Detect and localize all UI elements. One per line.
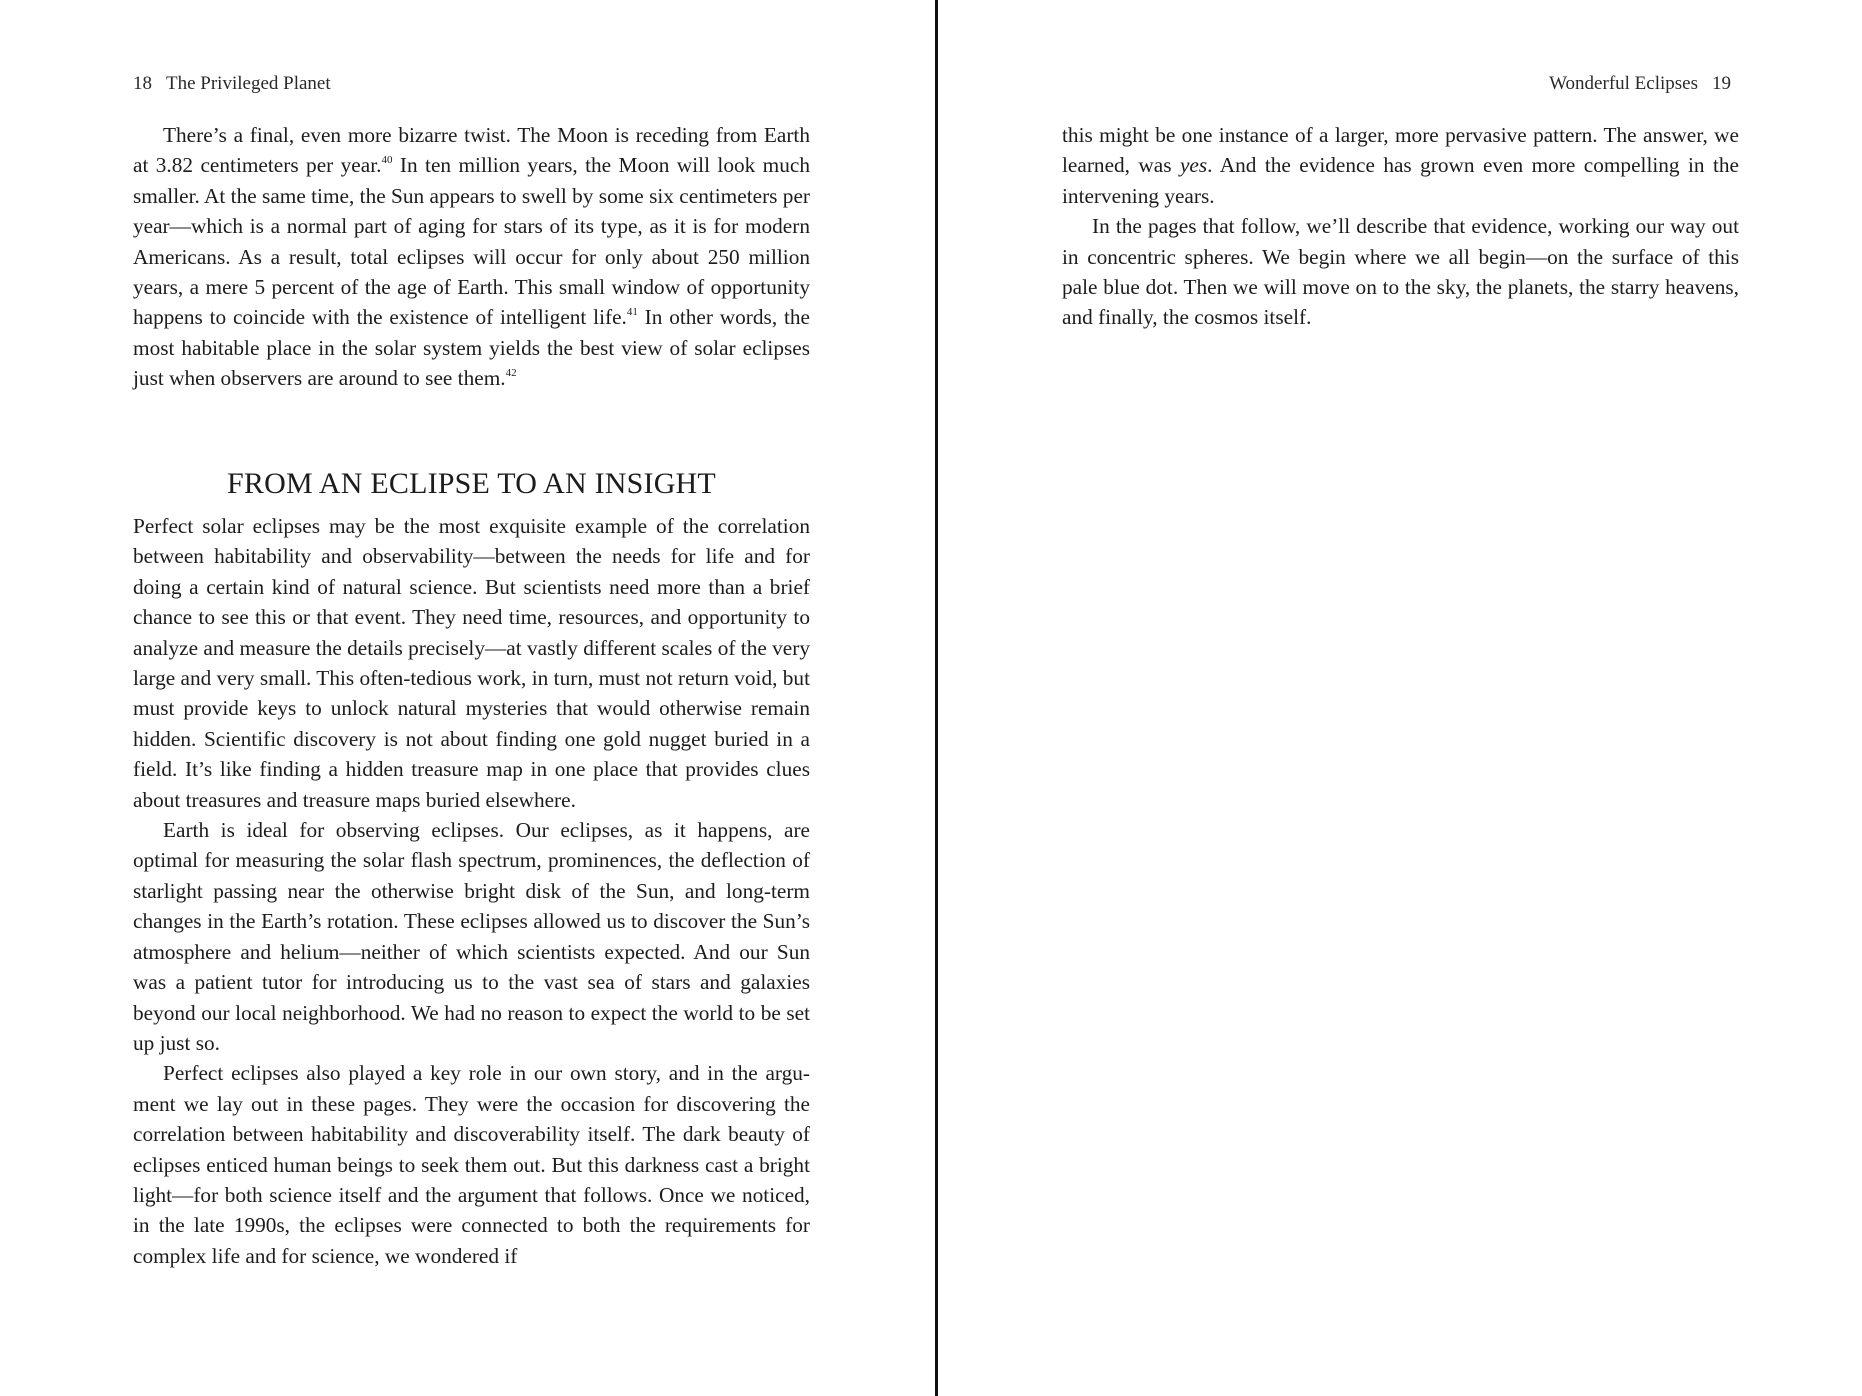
paragraph-pages-that-follow: In the pages that follow, we’ll describe that evidence, working our way out in concentric spheres. We begin where we all begin—on the surface of this pale blue dot. Then we will move on to the sky, the planets, the starry heavens, and finally, the cosmos itself. bbox=[1062, 214, 1739, 330]
italic-yes: yes bbox=[1179, 153, 1208, 178]
text-run: this might be one instance of a larger, more pervasive pattern. The answer, we learned, was bbox=[1062, 123, 1739, 178]
right-running-title: Wonderful Eclipses bbox=[1549, 73, 1698, 94]
right-running-head bbox=[1549, 72, 1731, 96]
footnote-ref-41: 41 bbox=[626, 306, 638, 319]
paragraph-final-twist bbox=[133, 120, 810, 394]
section-heading: FROM AN ECLIPSE TO AN INSIGHT bbox=[227, 467, 716, 500]
page-gutter-divider bbox=[935, 0, 938, 1396]
paragraph-perfect-eclipses-story: Perfect eclipses also played a key role in our own story, and in the argument we lay out in these pages. They were the occasion for discovering the correlation between habitability and discoverability itself. The dark beauty of eclipses enticed human beings to seek them out. But this darkness cast a bright light—for both science itself and the argument that follows. Once we noticed, in the late 1990s, the eclipses were connected to both the requirements for complex life and for science, we wondered if bbox=[133, 1061, 810, 1268]
left-top-text bbox=[133, 120, 810, 394]
left-running-title: The Privileged Planet bbox=[166, 73, 331, 94]
text-run: There’s a final, even more bizarre twist. The Moon is receding from Earth at 3.82 centimeters per year. bbox=[133, 123, 810, 178]
text-run: In other words, the most habitable place in the solar system yields the best view of solar eclipses just when observers are around to see them. bbox=[133, 305, 810, 391]
paragraph-pervasive-pattern bbox=[1062, 120, 1739, 211]
footnote-ref-42: 42 bbox=[505, 367, 517, 380]
right-text bbox=[1062, 120, 1739, 333]
left-running-head bbox=[133, 72, 331, 96]
right-page-number: 19 bbox=[1712, 73, 1731, 94]
left-bottom-text bbox=[133, 511, 810, 1271]
right-page bbox=[939, 0, 1862, 1396]
text-run: . And the evidence has grown even more compelling in the intervening years. bbox=[1062, 153, 1739, 208]
paragraph-earth-ideal: Earth is ideal for observing eclipses. Our eclipses, as it happens, are optimal for measuring the solar flash spectrum, prominences, the deflection of starlight passing near the otherwise bright disk of the Sun, and long-term changes in the Earth’s rotation. These eclipses allowed us to discover the Sun’s atmosphere and helium—neither of which scientists expected. And our Sun was a patient tutor for introducing us to the vast sea of stars and galaxies beyond our local neighborhood. We had no reason to expect the world to be set up just so. bbox=[133, 818, 810, 1055]
footnote-ref-40: 40 bbox=[381, 154, 393, 167]
left-page-number: 18 bbox=[133, 73, 152, 94]
text-run: In ten million years, the Moon will look much smaller. At the same time, the Sun appears to swell by some six centimeters per year—which is a normal part of aging for stars of its type, as it is for modern Americans. As a result, total eclipses will occur for only about 250 million years, a mere 5 percent of the age of Earth. This small window of opportunity happens to coincide with the existence of intelligent life. bbox=[133, 153, 810, 330]
paragraph-perfect-solar-eclipses: Perfect solar eclipses may be the most exquisite example of the correlation between habitability and observability—between the needs for life and for doing a certain kind of natural science. But scientists need more than a brief chance to see this or that event. They need time, resources, and opportunity to analyze and measure the details precisely—at vastly different scales of the very large and very small. This often-tedious work, in turn, must not return void, but must provide keys to unlock natural mysteries that would otherwise remain hidden. Scientific discovery is not about finding one gold nugget buried in a field. It’s like finding a hidden treasure map in one place that provides clues about treasures and treasure maps buried elsewhere. bbox=[133, 514, 810, 812]
